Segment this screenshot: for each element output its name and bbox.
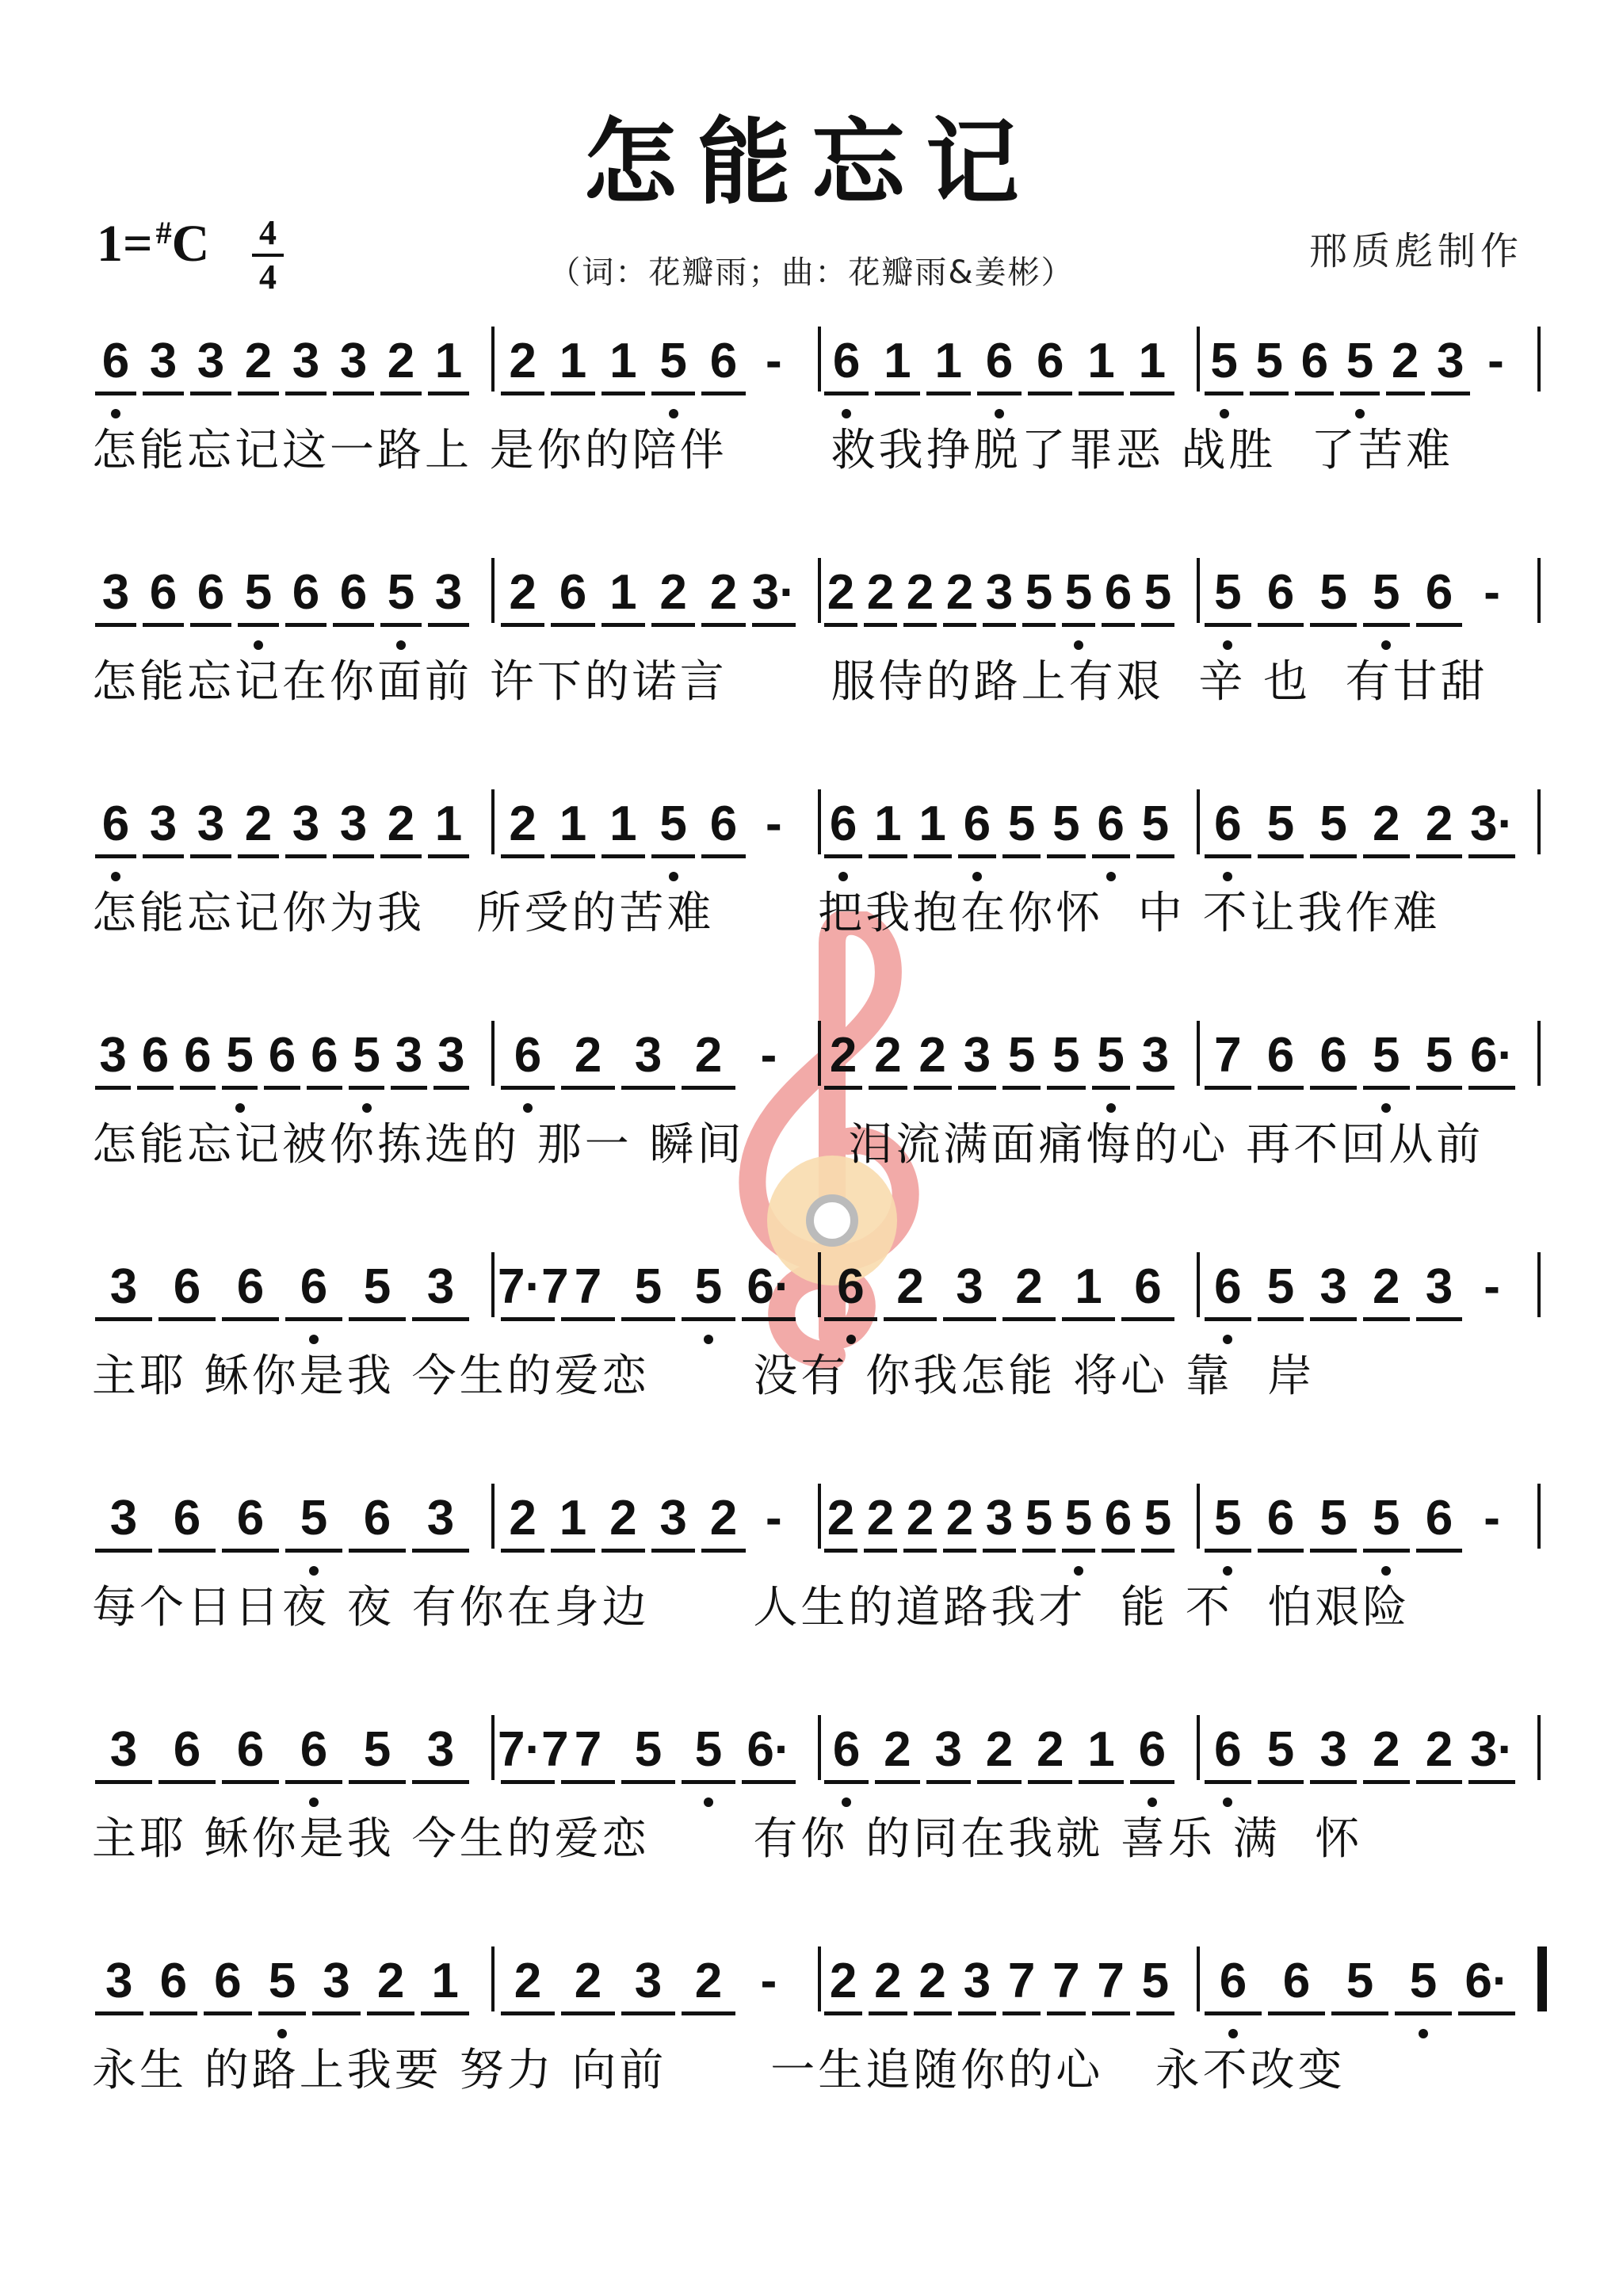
note: 5 [1247,333,1292,389]
note: 5 [1201,564,1254,621]
barline [1197,789,1200,854]
note: 6 [974,333,1025,389]
measure [1201,1953,1534,2032]
note: 6 [821,796,865,852]
measure [1201,1721,1534,1801]
note: 5 [1328,1953,1392,2009]
note: 1 [548,1490,598,1546]
note: 7 [558,1259,618,1315]
note: 2 [1413,796,1466,852]
note: 5 [1254,1259,1308,1315]
note: 5 [346,1721,409,1778]
note: 5 [1133,796,1178,852]
note: 5 [1138,1490,1178,1546]
note: 3 [309,1953,364,2009]
barline [1537,327,1541,392]
note: 2 [974,1721,1025,1778]
barline [491,789,495,854]
score-line [92,796,1542,939]
note: 6· [739,1259,799,1315]
lyrics-line: 主耶 稣你是我 今生的爱恋 有你 的同在我就 喜乐 满 怀 [92,1813,1363,1865]
note: 2 [872,1721,922,1778]
note: 5 [618,1259,678,1315]
note: 6 [200,1953,255,2009]
note: - [1487,334,1504,388]
note: 6 [282,1721,346,1778]
author: 邢质彪制作 [1309,229,1524,273]
note: 6· [1465,1027,1518,1083]
measure [498,1721,815,1801]
note: 6 [219,1721,282,1778]
note: 6 [1201,1953,1265,2009]
note: 3 [282,796,330,852]
measure [92,1027,488,1106]
note: 5 [1307,796,1360,852]
measure [821,1027,1193,1106]
note: 5 [648,333,698,389]
measure [498,1953,815,2032]
barline [491,1484,495,1549]
note: 5 [346,1027,388,1083]
measure [821,1953,1193,2032]
measure [1201,1259,1534,1338]
note: 5 [1413,1027,1466,1083]
note: 2 [498,564,548,621]
note: 3 [282,333,330,389]
note: 6 [1254,564,1308,621]
measure [821,564,1193,644]
note: 1 [598,564,648,621]
lyrics-line: 每个日日夜 夜 有你在身边 人生的道路我才 能 不 怕艰险 [92,1582,1411,1633]
note: 3 [92,1259,155,1315]
note: 2 [900,564,940,621]
note: 7·7 [498,1259,569,1314]
note: 2 [900,1490,940,1546]
notation [92,1259,1542,1346]
barline [1197,1021,1200,1086]
note: 2 [1383,333,1428,389]
note: 5 [1059,564,1098,621]
note: 3 [425,564,472,621]
note: 5 [678,1721,739,1778]
note: 2 [558,1027,618,1083]
note: 3 [1413,1259,1466,1315]
barline [1197,1484,1200,1549]
note: 3 [92,1490,155,1546]
measure [498,1259,815,1338]
note: 2 [861,1490,900,1546]
note: 6 [147,1953,201,2009]
note: 2 [364,1953,418,2009]
barline [491,327,495,392]
note: 3 [92,1721,155,1778]
note: 6 [330,564,377,621]
note: 5 [1201,1490,1254,1546]
measure [498,796,815,875]
note: 3 [139,796,187,852]
note: 6 [1201,1259,1254,1315]
note: 3 [1307,1259,1360,1315]
note: 5 [1201,333,1247,389]
note: 6· [1455,1953,1518,2009]
note: 2 [235,333,282,389]
note: 6 [1098,564,1138,621]
key-signature: 1= #C [97,215,210,273]
note: 5 [1392,1953,1455,2009]
note: 5 [648,796,698,852]
note: 1 [911,796,955,852]
measure [1201,796,1534,875]
note: 2 [911,1027,955,1083]
note: 6 [821,333,872,389]
note: 2 [678,1027,739,1083]
note: - [765,797,782,851]
measure [92,1259,488,1338]
note: 7 [1089,1953,1133,2009]
notation [92,1953,1542,2040]
note: 3· [1465,1721,1518,1778]
note: 3 [980,1490,1019,1546]
note: 6 [548,564,598,621]
note: 6 [1413,1490,1466,1546]
score-line [92,1721,1542,1865]
note: 1 [548,333,598,389]
note: 6 [219,1490,282,1546]
note: 5 [1019,1490,1059,1546]
score-line [92,1027,1542,1171]
note: 1 [1059,1259,1118,1315]
note: 6 [155,1721,219,1778]
note: 2 [648,564,698,621]
lyrics-line: 怎能忘记你为我 所受的苦难 把我抱在你怀 中 不让我作难 [92,888,1441,939]
note: 2 [940,1490,980,1546]
barline [491,1715,495,1780]
note: 2 [558,1953,618,2009]
note: 5 [219,1027,261,1083]
note: 3 [388,1027,430,1083]
notation [92,1490,1542,1577]
note: 2 [498,796,548,852]
barline [1197,1946,1200,2011]
note: 6 [1254,1490,1308,1546]
note: 6 [1098,1490,1138,1546]
note: 3 [92,564,139,621]
note: 5 [1360,564,1413,621]
note: 2 [698,564,748,621]
note: 2 [821,1027,865,1083]
note: 5 [618,1721,678,1778]
measure [498,1027,815,1106]
note: 3 [409,1490,472,1546]
note: 2 [821,1953,865,2009]
note: 6· [739,1721,799,1778]
barline [491,558,495,623]
note: 5 [1019,564,1059,621]
note: 2 [377,796,425,852]
note: 2 [498,1490,548,1546]
barline [491,1021,495,1086]
note: 2 [498,333,548,389]
final-barline [1537,1946,1547,2011]
note: 6 [821,1721,872,1778]
barline [1537,1252,1541,1317]
note: 2 [235,796,282,852]
note: 1 [872,333,922,389]
note: 3 [139,333,187,389]
note: 5 [1307,564,1360,621]
measure [1201,1027,1534,1106]
note: 5 [1254,796,1308,852]
note: 6 [92,333,139,389]
barline [1197,1715,1200,1780]
note: 6 [1307,1027,1360,1083]
score-line [92,1953,1542,2096]
score-line [92,1259,1542,1402]
measure [1201,564,1534,644]
note: 1 [923,333,974,389]
note: 5 [1138,564,1178,621]
note: 7 [1201,1027,1254,1083]
barline [1537,1021,1541,1086]
barline [1537,1484,1541,1549]
note: 2 [1360,1259,1413,1315]
note: 5 [1307,1490,1360,1546]
note: - [1484,1491,1500,1545]
note: 6 [134,1027,176,1083]
note: 6 [155,1259,219,1315]
note: 5 [1044,796,1088,852]
measure [498,1490,815,1569]
note: 6 [282,1259,346,1315]
note: 6 [698,796,748,852]
note: 2 [1360,796,1413,852]
note: 2 [1360,1721,1413,1778]
note: 6 [1089,796,1133,852]
note: 3 [409,1721,472,1778]
measure [92,333,488,412]
note: 5 [999,796,1044,852]
note: 2 [861,564,900,621]
note: 1 [598,333,648,389]
note: 6 [261,1027,303,1083]
note: 6 [955,796,999,852]
note: 5 [1337,333,1382,389]
note: 2 [598,1490,648,1546]
note: 2 [1413,1721,1466,1778]
note: 6 [1201,796,1254,852]
notation [92,796,1542,883]
note: 3 [187,333,235,389]
note: 3 [1307,1721,1360,1778]
note: 3 [187,796,235,852]
lyrics-line: 怎能忘记在你面前 许下的诺言 服侍的路上有艰 辛 也 有甘甜 [92,656,1488,708]
lyrics-line: 主耶 稣你是我 今生的爱恋 没有 你我怎能 将心 靠 岸 [92,1350,1316,1402]
measure [92,1953,488,2032]
low-octave-dot [1419,2029,1428,2038]
measure [92,1490,488,1569]
note: 3 [1428,333,1473,389]
note: - [1484,565,1500,620]
barline [1537,558,1541,623]
note: 3 [955,1953,999,2009]
note: 5 [255,1953,310,2009]
score-line [92,1490,1542,1633]
note: 6 [219,1259,282,1315]
barline [1537,789,1541,854]
note: 6 [498,1027,558,1083]
note: 5 [377,564,425,621]
score-line [92,564,1542,708]
note: 6 [1127,1721,1178,1778]
notation [92,1027,1542,1114]
note: 1 [1075,1721,1126,1778]
note: 2 [821,564,861,621]
note: 6 [1413,564,1466,621]
note: 3 [940,1259,999,1315]
note: - [765,334,782,388]
measure [92,796,488,875]
page-title: 怎能忘记 [582,107,1040,217]
note: 6 [139,564,187,621]
note: 1 [1127,333,1178,389]
note: 1 [425,796,472,852]
note: 6 [1201,1721,1254,1778]
note: 3 [618,1953,678,2009]
note: 5 [1044,1027,1088,1083]
note: 5 [282,1490,346,1546]
measure [1201,333,1534,412]
note: 3 [648,1490,698,1546]
barline [1197,558,1200,623]
lyrics-line: 永生 的路上我要 努力 向前 一生追随你的心 永不改变 [92,2045,1346,2096]
note: 1 [1075,333,1126,389]
note: 6 [282,564,330,621]
measure [821,1490,1193,1569]
note: 3 [923,1721,974,1778]
note: 5 [346,1259,409,1315]
note: 2 [498,1953,558,2009]
note: 5 [1254,1721,1308,1778]
note: 2 [940,564,980,621]
note: 3 [430,1027,472,1083]
notation [92,564,1542,651]
note: 3 [92,1953,147,2009]
measure [821,796,1193,875]
notation [92,1721,1542,1809]
note: 6 [1118,1259,1178,1315]
note: 3· [749,564,799,621]
note: 2 [698,1490,748,1546]
note: 3 [1133,1027,1178,1083]
note: 6 [1292,333,1337,389]
note: 1 [425,333,472,389]
note: 7·7 [498,1722,569,1777]
note: 1 [865,796,910,852]
note: 3 [409,1259,472,1315]
note: 5 [235,564,282,621]
measure [1201,1490,1534,1569]
note: 6 [1265,1953,1328,2009]
note: 2 [911,1953,955,2009]
note: 3 [330,333,377,389]
note: 1 [548,796,598,852]
note: - [760,1954,777,2008]
note: 6 [155,1490,219,1546]
note: 5 [1133,1953,1178,2009]
measure [821,1721,1193,1801]
note: 5 [1360,1027,1413,1083]
measure [821,333,1193,412]
disc-hub [810,1198,854,1243]
note: 6 [187,564,235,621]
barline [1537,1715,1541,1780]
barline [491,1252,495,1317]
note: - [765,1491,782,1545]
note: 5 [1059,1490,1098,1546]
note: 3 [955,1027,999,1083]
score-line [92,333,1542,476]
note: 1 [418,1953,472,2009]
note: 2 [880,1259,940,1315]
note: 2 [1025,1721,1075,1778]
note: 3 [618,1027,678,1083]
note: 6 [177,1027,219,1083]
note: 3 [330,796,377,852]
note: 2 [821,1490,861,1546]
measure [92,564,488,644]
note: 2 [377,333,425,389]
barline [1197,1252,1200,1317]
credits: （词：花瓣雨；曲：花瓣雨&姜彬） [548,254,1075,291]
barline [1197,327,1200,392]
note: 6 [821,1259,880,1315]
lyrics-line: 怎能忘记这一路上 是你的陪伴 救我挣脱了罪恶 战胜 了苦难 [92,425,1454,476]
note: 7 [1044,1953,1088,2009]
note: 7 [999,1953,1044,2009]
note: 3 [980,564,1019,621]
lyrics-line: 怎能忘记被你拣选的 那一 瞬间 泪流满面痛悔的心 再不回从前 [92,1119,1484,1171]
note: 2 [678,1953,739,2009]
note: 2 [865,1953,910,2009]
measure [821,1259,1193,1338]
note: 6 [1254,1027,1308,1083]
barline [491,1946,495,2011]
note: 3 [92,1027,134,1083]
note: 3· [1465,796,1518,852]
notation [92,333,1542,420]
note: 5 [1089,1027,1133,1083]
time-signature: 4 4 [252,214,284,296]
note: - [760,1028,777,1083]
note: 5 [678,1259,739,1315]
note: 1 [598,796,648,852]
measure [498,564,815,644]
note: 6 [92,796,139,852]
note: 2 [999,1259,1059,1315]
note: 6 [1025,333,1075,389]
note: 6 [698,333,748,389]
measure [498,333,815,412]
note: 5 [999,1027,1044,1083]
note: 6 [304,1027,346,1083]
note: - [1484,1259,1500,1314]
note: 5 [1360,1490,1413,1546]
measure [92,1721,488,1801]
note: 6 [346,1490,409,1546]
note: 7 [558,1721,618,1778]
note: 2 [865,1027,910,1083]
